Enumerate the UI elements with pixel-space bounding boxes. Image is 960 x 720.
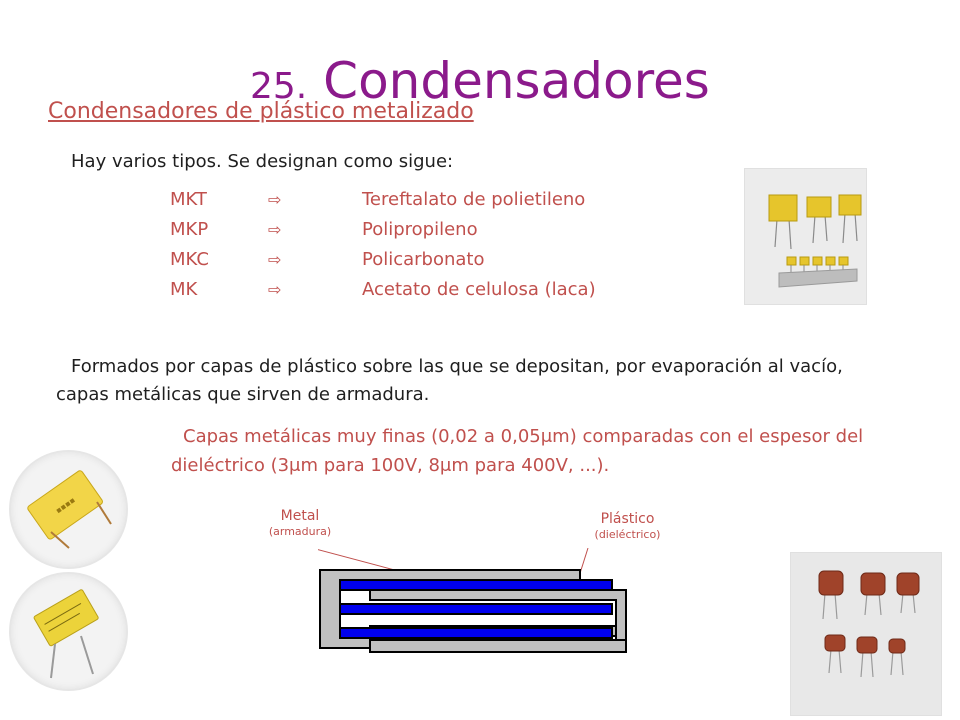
yellow-capacitor-illustration [11, 452, 126, 567]
section-subtitle: Condensadores de plástico metalizado [48, 99, 474, 124]
type-row [170, 214, 596, 244]
intro-text: Hay varios tipos. Se designan como sigue: [71, 151, 454, 172]
description-paragraph [56, 353, 936, 409]
types-table [170, 184, 596, 304]
type-code: MKT [170, 188, 207, 210]
arrow-icon: ⇨ [268, 219, 282, 239]
type-code: MK [170, 278, 198, 300]
arrow-icon: ⇨ [268, 249, 282, 269]
paragraph-line: Formados por capas de plástico sobre las que se depositan, por evaporación al vacío, [71, 356, 843, 377]
metal-pointer-line [318, 548, 402, 572]
plastic-label-group [580, 510, 675, 542]
type-name: Acetato de celulosa (laca) [362, 278, 596, 300]
plastic-layer-right-base [370, 640, 626, 652]
brown-capacitors-illustration [791, 553, 941, 715]
metal-layer [340, 580, 612, 590]
type-row [170, 244, 596, 274]
paragraph-line: Capas metálicas muy finas (0,02 a 0,05μm) comparadas con el espesor del [183, 426, 864, 447]
type-name: Tereftalato de polietileno [362, 188, 586, 210]
brown-capacitors-photo [790, 552, 942, 716]
thickness-paragraph [171, 423, 911, 481]
type-row [170, 184, 596, 214]
svg-text:▪▪▪▪: ▪▪▪▪ [53, 495, 77, 516]
type-name: Polipropileno [362, 218, 478, 240]
plastic-sublabel: (dieléctrico) [594, 528, 661, 542]
yellow-capacitor-illustration [11, 574, 126, 689]
yellow-capacitor-photo [9, 450, 128, 569]
metal-layer [340, 628, 612, 638]
yellow-capacitors-illustration [745, 169, 866, 304]
type-name: Policarbonato [362, 248, 485, 270]
yellow-capacitor-photo [9, 572, 128, 691]
title-text: Condensadores [323, 52, 710, 110]
type-row [170, 274, 596, 304]
metal-label: Metal [280, 508, 320, 524]
metal-label-group [260, 507, 340, 539]
metal-layer [340, 604, 612, 614]
metal-sublabel: (armadura) [268, 525, 332, 539]
paragraph-line: capas metálicas que sirven de armadura. [56, 383, 430, 405]
paragraph-line: dieléctrico (3μm para 100V, 8μm para 400V, ...). [171, 454, 610, 476]
capacitor-layers-diagram [318, 548, 638, 660]
type-code: MKC [170, 248, 209, 270]
title-number: 25. [250, 66, 308, 107]
yellow-capacitors-photo [744, 168, 867, 305]
arrow-icon: ⇨ [268, 189, 282, 209]
type-code: MKP [170, 218, 209, 240]
arrow-icon: ⇨ [268, 279, 282, 299]
plastic-label: Plástico [600, 511, 655, 527]
